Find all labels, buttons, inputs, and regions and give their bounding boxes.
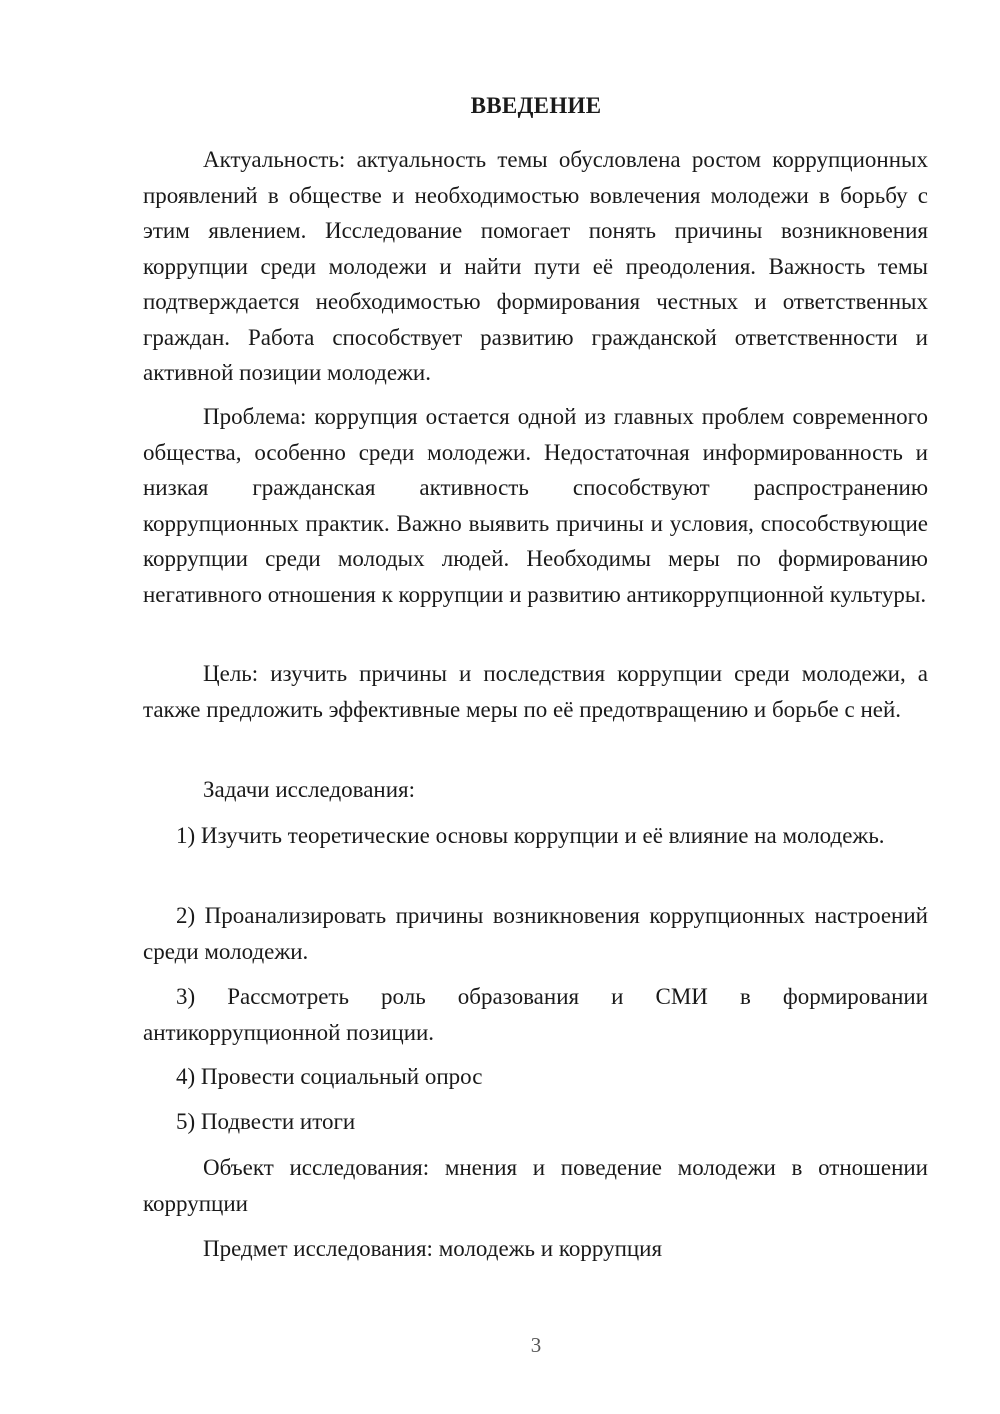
research-object: Объект исследования: мнения и поведение молодежи в отношении коррупции bbox=[143, 1155, 928, 1216]
task-item-3-block bbox=[143, 979, 928, 1050]
page-title: ВВЕДЕНИЕ bbox=[470, 93, 602, 118]
relevance-paragraph-block bbox=[143, 142, 928, 391]
problem-paragraph: Проблема: коррупция остается одной из главных проблем современного общества, особенно среди молодежи. Недостаточная информированность и низкая гражданская активность способствуют распространению коррупционных практик. Важно выявить причины и условия, способствующие коррупции среди молодых людей. Необходимы меры по формированию негативного отношения к коррупции и развитию антикоррупционной культуры. bbox=[143, 404, 928, 607]
page-number: 3 bbox=[530, 1333, 542, 1357]
tasks-heading: Задачи исследования: bbox=[203, 777, 416, 802]
task-item-3: 3) Рассмотреть роль образования и СМИ в формировании антикоррупционной позиции. bbox=[143, 984, 928, 1045]
task-item-2: 2) Проанализировать причины возникновения коррупционных настроений среди молодежи. bbox=[143, 903, 928, 964]
problem-paragraph-block bbox=[143, 399, 928, 612]
task-item-4-block bbox=[143, 1059, 928, 1095]
object-paragraph-block bbox=[143, 1150, 928, 1221]
goal-paragraph: Цель: изучить причины и последствия коррупции среди молодежи, а также предложить эффективные меры по её предотвращению и борьбе с ней. bbox=[143, 661, 928, 722]
subject-paragraph-block bbox=[143, 1231, 928, 1267]
relevance-paragraph: Актуальность: актуальность темы обусловлена ростом коррупционных проявлений в обществе и необходимостью вовлечения молодежи в борьбу с этим явлением. Исследование помогает понять причины возникновения коррупции среди молодежи и найти пути её преодоления. Важность темы подтверждается необходимостью формирования честных и ответственных граждан. Работа способствует развитию гражданской ответственности и активной позиции молодежи. bbox=[143, 147, 928, 385]
tasks-heading-block bbox=[143, 772, 928, 808]
research-subject: Предмет исследования: молодежь и коррупция bbox=[203, 1236, 663, 1261]
task-item-4: 4) Провести социальный опрос bbox=[176, 1064, 483, 1089]
goal-paragraph-block bbox=[143, 656, 928, 727]
task-item-1-block bbox=[143, 818, 928, 854]
task-item-5: 5) Подвести итоги bbox=[176, 1109, 356, 1134]
task-item-5-block bbox=[143, 1104, 928, 1140]
task-item-2-block bbox=[143, 898, 928, 969]
task-item-1: 1) Изучить теоретические основы коррупции и её влияние на молодежь. bbox=[176, 823, 885, 848]
